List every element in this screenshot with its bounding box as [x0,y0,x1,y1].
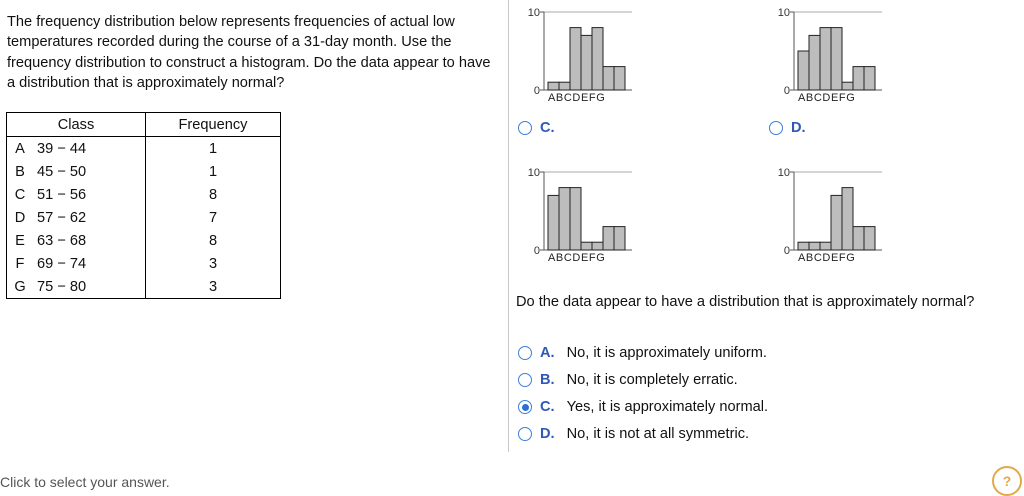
table-row [7,229,281,252]
radio-c-selected[interactable] [518,400,532,414]
answer-option-a[interactable] [518,345,767,361]
x-category-labels: ABCDEFG [548,252,606,264]
table-row [7,206,281,229]
class-frequency: 7 [208,209,218,226]
table-header-row [7,113,281,137]
class-letter: E [15,232,25,249]
footer-hint: Click to select your answer. [0,474,170,490]
class-range: 45 − 50 [33,160,146,183]
option-letter: B. [540,372,555,388]
x-category-labels: ABCDEFG [798,252,856,264]
answer-option-c[interactable] [518,399,768,415]
class-letter: C [14,186,26,203]
class-frequency: 3 [208,278,218,295]
histogram-top-left [527,6,642,104]
class-letter: G [14,278,26,295]
option-letter: D. [540,426,555,442]
option-text: No, it is not at all symmetric. [566,426,750,442]
chart-option-d-label: D. [791,120,806,136]
radio-d-chart[interactable] [769,121,783,135]
option-text: No, it is completely erratic. [566,372,738,388]
histogram-bar [820,242,831,250]
x-category-labels: ABCDEFG [798,92,856,104]
radio-c-chart[interactable] [518,121,532,135]
y-tick-label: 0 [783,245,790,257]
frequency-header: Frequency [178,116,248,133]
y-tick-label: 10 [777,7,790,19]
chart-option-d[interactable] [769,120,806,136]
class-frequency: 8 [208,186,218,203]
histogram-bar [570,28,581,90]
help-icon[interactable]: ? [992,466,1022,496]
class-range: 75 − 80 [33,275,146,299]
histogram-bar [853,67,864,90]
histogram-top-right [777,6,892,104]
chart-option-c-label: C. [540,120,555,136]
class-letter: D [14,209,26,226]
option-letter: A. [540,345,555,361]
histogram-bar [831,28,842,90]
y-tick-label: 10 [527,167,540,179]
histogram-bar [603,67,614,90]
answer-option-d[interactable] [518,426,749,442]
histogram-option-d [777,166,892,264]
histogram-bar [548,195,559,250]
histogram-bar [570,188,581,250]
histogram-option-c [527,166,642,264]
histogram-bar [548,82,559,90]
histogram-bar [809,35,820,90]
histogram-bar [853,227,864,250]
histogram-bar [581,35,592,90]
histogram-bar [559,188,570,250]
class-range: 69 − 74 [33,252,146,275]
sub-question-text: Do the data appear to have a distribution that is approximately normal? [516,294,975,310]
table-row [7,183,281,206]
answer-option-b[interactable] [518,372,738,388]
option-letter: C. [540,399,555,415]
radio-d[interactable] [518,427,532,441]
histogram-bar [614,227,625,250]
chart-option-c[interactable] [518,120,555,136]
option-text: Yes, it is approximately normal. [566,399,769,415]
frequency-table [6,112,281,299]
table-row [7,252,281,275]
histogram-bar [798,51,809,90]
panel-divider [508,0,509,452]
histogram-bar [820,28,831,90]
histogram-bar [842,82,853,90]
histogram-bar [559,82,570,90]
y-tick-label: 0 [783,85,790,97]
histogram-bar [809,242,820,250]
option-text: No, it is approximately uniform. [566,345,767,361]
histogram-bar [864,227,875,250]
histogram-bar [592,28,603,90]
class-frequency: 1 [208,163,218,180]
histogram-bar [842,188,853,250]
class-frequency: 1 [208,140,218,157]
class-header: Class [7,113,146,137]
class-range: 39 − 44 [33,137,146,161]
class-frequency: 3 [208,255,218,272]
y-tick-label: 0 [533,245,540,257]
histogram-bar [798,242,809,250]
table-row [7,275,281,299]
histogram-bar [831,195,842,250]
histogram-bar [581,242,592,250]
class-letter: A [15,140,25,157]
x-category-labels: ABCDEFG [548,92,606,104]
table-row [7,160,281,183]
radio-b[interactable] [518,373,532,387]
class-range: 57 − 62 [33,206,146,229]
radio-a[interactable] [518,346,532,360]
y-tick-label: 0 [533,85,540,97]
class-frequency: 8 [208,232,218,249]
table-row [7,137,281,161]
class-letter: B [15,163,25,180]
histogram-bar [864,67,875,90]
histogram-bar [592,242,603,250]
class-letter: F [15,255,25,272]
y-tick-label: 10 [527,7,540,19]
class-range: 51 − 56 [33,183,146,206]
question-text: The frequency distribution below represents frequencies of actual low temperatures recorded during the course of a 31-day month. Use the frequency distribution to construct a histogram. Do the data appear to have a distribution that is approximately normal? [7,14,491,91]
histogram-bar [614,67,625,90]
class-range: 63 − 68 [33,229,146,252]
histogram-bar [603,227,614,250]
y-tick-label: 10 [777,167,790,179]
